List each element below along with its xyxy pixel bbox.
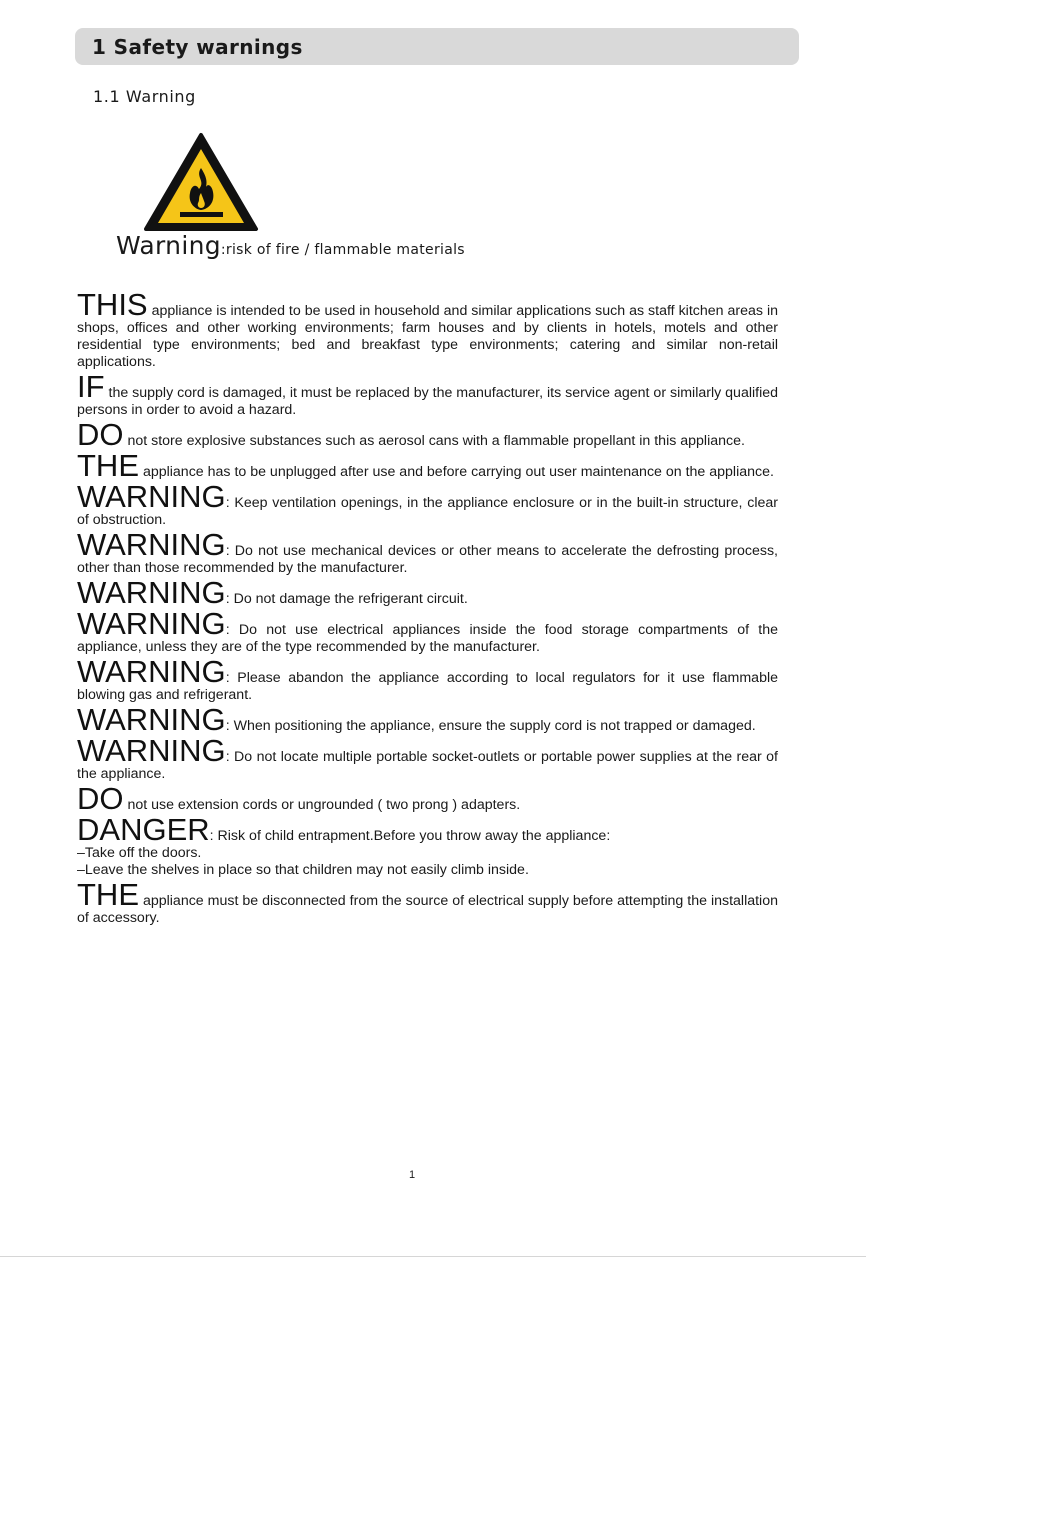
paragraph-text: the supply cord is damaged, it must be replaced by the manufacturer, its service agent or similarly qualified persons in order to avoid a hazard. (77, 385, 779, 418)
paragraph-lead: WARNING (77, 527, 226, 562)
paragraph-text: not store explosive substances such as aerosol cans with a flammable propellant in this appliance. (123, 433, 745, 449)
safety-paragraph (77, 733, 778, 783)
paragraph-text: appliance must be disconnected from the source of electrical supply before attempting the installation of accessory. (77, 893, 778, 926)
paragraph-lead: WARNING (77, 654, 226, 689)
safety-paragraphs (77, 287, 779, 930)
warning-caption (116, 231, 465, 260)
safety-paragraph (77, 369, 779, 419)
safety-paragraph (77, 527, 778, 577)
paragraph-lead: THE (77, 877, 139, 912)
safety-paragraph (77, 702, 778, 737)
safety-paragraph (77, 606, 778, 656)
section-header (75, 28, 799, 65)
paragraph-lead: THIS (77, 287, 148, 322)
section-title: 1 Safety warnings (92, 34, 303, 59)
paragraph-text: : Do not damage the refrigerant circuit. (225, 591, 468, 607)
paragraph-text: appliance is intended to be used in household and similar applications such as staff kitchen areas in shops, offices and other working environments; farm houses and by clients in hotels, motels and other residential type environments; bed and breakfast type environments; catering and similar non-retail applications. (77, 303, 778, 370)
warning-caption-text: :risk of fire / flammable materials (220, 242, 465, 258)
paragraph-text: : Please abandon the appliance according to local regulators for it use flammable blowing gas and refrigerant. (77, 670, 778, 703)
paragraph-lead: WARNING (77, 479, 226, 514)
safety-paragraph (77, 417, 778, 452)
safety-paragraph (77, 575, 778, 610)
paragraph-lead: DO (77, 781, 124, 816)
paragraph-lead: IF (77, 369, 105, 404)
paragraph-text: : When positioning the appliance, ensure the supply cord is not trapped or damaged. (225, 718, 756, 734)
paragraph-text: : Do not use electrical appliances inside the food storage compartments of the appliance, unless they are of the type recommended by the manufacturer. (77, 622, 778, 655)
safety-paragraph (77, 877, 778, 927)
safety-paragraph (77, 448, 778, 483)
paragraph-lead: WARNING (77, 702, 226, 737)
paragraph-text: : Keep ventilation openings, in the appliance enclosure or in the built-in structure, clear of obstruction. (77, 495, 778, 528)
safety-paragraph (77, 654, 778, 704)
paragraph-text: appliance has to be unplugged after use and before carrying out user maintenance on the appliance. (139, 464, 774, 480)
paragraph-text: : Do not use mechanical devices or other means to accelerate the defrosting process, other than those recommended by the manufacturer. (77, 543, 778, 576)
safety-paragraph (77, 479, 778, 529)
paragraph-text: not use extension cords or ungrounded ( two prong ) adapters. (123, 797, 521, 813)
flammable-warning-icon (143, 131, 259, 233)
paragraph-lead: WARNING (77, 733, 226, 768)
paragraph-lead: WARNING (77, 575, 226, 610)
paragraph-lead: DO (77, 417, 124, 452)
paragraph-lead: THE (77, 448, 139, 483)
paragraph-lead: WARNING (77, 606, 226, 641)
paragraph-text: : Risk of child entrapment.Before you throw away the appliance: (209, 828, 611, 844)
paragraph-text: : Do not locate multiple portable socket-outlets or portable power supplies at the rear of the appliance. (77, 749, 778, 782)
warning-caption-lead: Warning (116, 231, 221, 260)
safety-paragraph (77, 287, 778, 371)
safety-paragraph (77, 812, 778, 879)
paragraph-line: –Leave the shelves in place so that children may not easily climb inside. (77, 862, 529, 878)
page-number: 1 (409, 1169, 416, 1181)
paragraph-line: –Take off the doors. (77, 845, 202, 861)
subsection-title: 1.1 Warning (93, 87, 196, 106)
safety-paragraph (77, 781, 778, 816)
paragraph-lead: DANGER (77, 812, 210, 847)
